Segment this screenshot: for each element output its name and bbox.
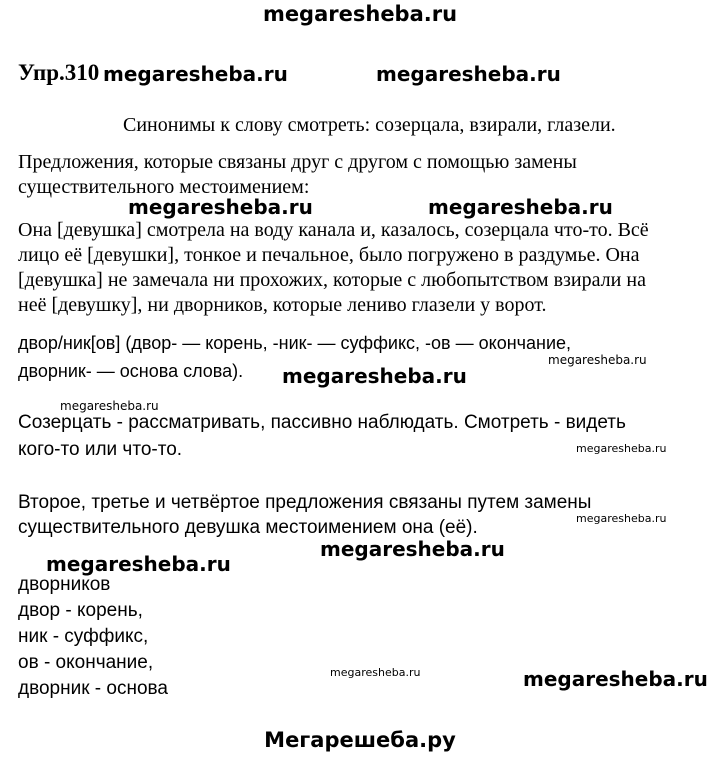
watermark: megaresheba.ru <box>523 667 708 691</box>
passage-line-1: Она [девушка] смотрела на воду канала и, казалось, созерцала что-то. Всё <box>18 219 649 241</box>
breakdown-part: ник - суффикс, <box>18 626 149 647</box>
header-site: megaresheba.ru <box>262 2 458 26</box>
watermark: megaresheba.ru <box>428 195 613 219</box>
watermark: megaresheba.ru <box>576 512 667 525</box>
morphemes-line-1: двор/ник[ов] (двор- — корень, -ник- — суффикс, -ов — окончание, <box>18 333 572 353</box>
definition-line-1: Созерцать - рассматривать, пассивно наблюдать. Смотреть - видеть <box>18 412 626 433</box>
synonyms-line: Синонимы к слову смотреть: созерцала, взирали, глазели. <box>123 114 616 136</box>
linked-intro-line-1: Предложения, которые связаны друг с другом с помощью замены <box>18 151 577 173</box>
watermark: megaresheba.ru <box>128 195 313 219</box>
watermark: megaresheba.ru <box>320 537 505 561</box>
breakdown-part: ов - окончание, <box>18 652 154 673</box>
watermark: megaresheba.ru <box>103 62 288 86</box>
watermark: megaresheba.ru <box>282 364 467 388</box>
passage-line-3: [девушка] не замечала ни прохожих, которые с любопытством взирали на <box>18 269 646 291</box>
watermark: megaresheba.ru <box>46 552 231 576</box>
passage-line-4: неё [девушку], ни дворников, которые лениво глазели у ворот. <box>18 294 547 316</box>
breakdown-part: дворник - основа <box>18 678 168 699</box>
exercise-label: Упр.310 <box>18 60 100 85</box>
watermark: megaresheba.ru <box>330 666 421 679</box>
breakdown-word: дворников <box>18 574 111 595</box>
footer-site: Мегарешеба.ру <box>264 728 456 752</box>
watermark: megaresheba.ru <box>576 442 667 455</box>
watermark: megaresheba.ru <box>548 353 647 367</box>
passage-line-2: лицо её [девушки], тонкое и печальное, было погружено в раздумье. Она <box>18 244 640 266</box>
linkage-line-1: Второе, третье и четвёртое предложения связаны путем замены <box>18 492 592 513</box>
linkage-line-2: существительного девушка местоимением она (её). <box>18 517 478 538</box>
breakdown-part: двор - корень, <box>18 600 143 621</box>
watermark: megaresheba.ru <box>376 62 561 86</box>
watermark: megaresheba.ru <box>60 399 159 413</box>
definition-line-2: кого-то или что-то. <box>18 439 183 460</box>
morphemes-line-2: дворник- — основа слова). <box>18 361 244 381</box>
linked-intro-line-2: существительного местоимением: <box>18 176 310 198</box>
